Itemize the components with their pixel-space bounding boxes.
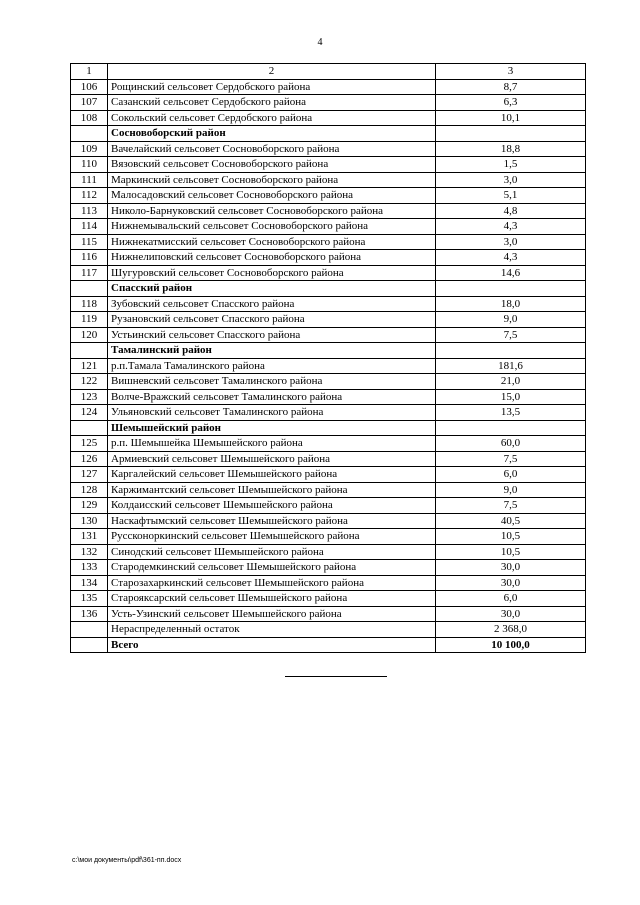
- allocation-table: [70, 63, 586, 653]
- header-col-3: 3: [436, 64, 586, 80]
- row-number: 112: [71, 188, 108, 204]
- row-name: Каржимантский сельсовет Шемышейского района: [108, 482, 436, 498]
- row-name: Ульяновский сельсовет Тамалинского района: [108, 405, 436, 421]
- table-row: [71, 606, 586, 622]
- row-name: Нижнемывальский сельсовет Сосновоборского района: [108, 219, 436, 235]
- row-name: Синодский сельсовет Шемышейского района: [108, 544, 436, 560]
- row-name: Сазанский сельсовет Сердобского района: [108, 95, 436, 111]
- row-value: 10,1: [436, 110, 586, 126]
- row-number: 110: [71, 157, 108, 173]
- row-number: 109: [71, 141, 108, 157]
- row-number: 106: [71, 79, 108, 95]
- row-value: 40,5: [436, 513, 586, 529]
- table-row: [71, 358, 586, 374]
- end-rule: [285, 676, 387, 677]
- section-row: [71, 420, 586, 436]
- row-number: 133: [71, 560, 108, 576]
- row-number: 134: [71, 575, 108, 591]
- row-name: Колдаисский сельсовет Шемышейского района: [108, 498, 436, 514]
- table-row: [71, 79, 586, 95]
- row-name: Вишневский сельсовет Тамалинского района: [108, 374, 436, 390]
- table-row: [71, 110, 586, 126]
- row-number: 131: [71, 529, 108, 545]
- row-name: Старояксарский сельсовет Шемышейского района: [108, 591, 436, 607]
- row-value: 4,3: [436, 250, 586, 266]
- row-number: [71, 126, 108, 142]
- row-name: Армиевский сельсовет Шемышейского района: [108, 451, 436, 467]
- row-name: р.п. Шемышейка Шемышейского района: [108, 436, 436, 452]
- row-name: Вачелайский сельсовет Сосновоборского района: [108, 141, 436, 157]
- row-value: 2 368,0: [436, 622, 586, 638]
- table-row: [71, 436, 586, 452]
- row-value: 30,0: [436, 560, 586, 576]
- row-name: Шугуровский сельсовет Сосновоборского района: [108, 265, 436, 281]
- row-value: 6,0: [436, 591, 586, 607]
- row-name: Николо-Барнуковский сельсовет Сосновоборского района: [108, 203, 436, 219]
- table-row: [71, 265, 586, 281]
- table-row: [71, 405, 586, 421]
- row-name: Маркинский сельсовет Сосновоборского района: [108, 172, 436, 188]
- row-value: 7,5: [436, 327, 586, 343]
- row-value: 5,1: [436, 188, 586, 204]
- row-name: Всего: [108, 637, 436, 653]
- row-value: 181,6: [436, 358, 586, 374]
- row-name: Сокольский сельсовет Сердобского района: [108, 110, 436, 126]
- row-name: Устьинский сельсовет Спасского района: [108, 327, 436, 343]
- section-row: [71, 343, 586, 359]
- row-value: 6,0: [436, 467, 586, 483]
- row-name: Стародемкинский сельсовет Шемышейского района: [108, 560, 436, 576]
- table-row: [71, 529, 586, 545]
- row-name: Рузановский сельсовет Спасского района: [108, 312, 436, 328]
- row-value: 7,5: [436, 498, 586, 514]
- section-title: Тамалинский район: [108, 343, 436, 359]
- table-row: [71, 575, 586, 591]
- table-row: [71, 234, 586, 250]
- row-number: 114: [71, 219, 108, 235]
- row-number: 129: [71, 498, 108, 514]
- row-number: 122: [71, 374, 108, 390]
- row-number: 116: [71, 250, 108, 266]
- section-title: Сосновоборский район: [108, 126, 436, 142]
- section-title: Спасский район: [108, 281, 436, 297]
- row-number: 111: [71, 172, 108, 188]
- row-value: 60,0: [436, 436, 586, 452]
- table-row: [71, 513, 586, 529]
- table-row: [71, 95, 586, 111]
- row-value: 10 100,0: [436, 637, 586, 653]
- row-number: 136: [71, 606, 108, 622]
- table-row: [71, 544, 586, 560]
- row-number: 108: [71, 110, 108, 126]
- table-row: [71, 560, 586, 576]
- row-value: 21,0: [436, 374, 586, 390]
- row-number: [71, 420, 108, 436]
- row-name: Руссконоркинский сельсовет Шемышейского района: [108, 529, 436, 545]
- table-body: [71, 64, 586, 653]
- row-number: [71, 637, 108, 653]
- row-number: 135: [71, 591, 108, 607]
- row-value: 18,8: [436, 141, 586, 157]
- table-row: [71, 591, 586, 607]
- row-name: р.п.Тамала Тамалинского района: [108, 358, 436, 374]
- row-value: [436, 420, 586, 436]
- table-row: [71, 312, 586, 328]
- row-number: 115: [71, 234, 108, 250]
- section-row: [71, 281, 586, 297]
- file-path-footer: c:\мои документы\pdf\361-пп.docx: [72, 857, 182, 864]
- row-name: Нижнелиповский сельсовет Сосновоборского района: [108, 250, 436, 266]
- row-value: 9,0: [436, 482, 586, 498]
- row-value: 4,8: [436, 203, 586, 219]
- row-number: 113: [71, 203, 108, 219]
- row-number: 121: [71, 358, 108, 374]
- table-row: [71, 250, 586, 266]
- row-name: Усть-Узинский сельсовет Шемышейского района: [108, 606, 436, 622]
- table-row: [71, 188, 586, 204]
- table-row: [71, 498, 586, 514]
- section-title: Шемышейский район: [108, 420, 436, 436]
- row-number: 126: [71, 451, 108, 467]
- row-number: 118: [71, 296, 108, 312]
- row-name: Малосадовский сельсовет Сосновоборского района: [108, 188, 436, 204]
- row-value: 3,0: [436, 172, 586, 188]
- table-row: [71, 622, 586, 638]
- table-row: [71, 389, 586, 405]
- row-value: 7,5: [436, 451, 586, 467]
- row-number: 119: [71, 312, 108, 328]
- row-value: 4,3: [436, 219, 586, 235]
- table-row: [71, 157, 586, 173]
- row-name: Старозахаркинский сельсовет Шемышейского района: [108, 575, 436, 591]
- table-row: [71, 203, 586, 219]
- row-number: 117: [71, 265, 108, 281]
- row-name: Волче-Вражский сельсовет Тамалинского района: [108, 389, 436, 405]
- row-value: 30,0: [436, 606, 586, 622]
- row-value: 13,5: [436, 405, 586, 421]
- page-number: 4: [317, 37, 323, 48]
- row-number: 124: [71, 405, 108, 421]
- row-number: 128: [71, 482, 108, 498]
- table-row: [71, 374, 586, 390]
- row-number: 123: [71, 389, 108, 405]
- row-number: [71, 343, 108, 359]
- row-name: Нераспределенный остаток: [108, 622, 436, 638]
- table-row: [71, 296, 586, 312]
- table-row: [71, 451, 586, 467]
- row-number: 107: [71, 95, 108, 111]
- row-number: [71, 281, 108, 297]
- row-name: Нижнекатмисский сельсовет Сосновоборского района: [108, 234, 436, 250]
- row-value: 10,5: [436, 544, 586, 560]
- row-value: 10,5: [436, 529, 586, 545]
- table-row: [71, 172, 586, 188]
- row-number: 125: [71, 436, 108, 452]
- row-name: Зубовский сельсовет Спасского района: [108, 296, 436, 312]
- table-row: [71, 327, 586, 343]
- row-number: 120: [71, 327, 108, 343]
- row-value: 8,7: [436, 79, 586, 95]
- header-col-1: 1: [71, 64, 108, 80]
- row-value: 15,0: [436, 389, 586, 405]
- row-name: Вязовский сельсовет Сосновоборского района: [108, 157, 436, 173]
- row-value: 6,3: [436, 95, 586, 111]
- row-number: 132: [71, 544, 108, 560]
- total-row: [71, 637, 586, 653]
- row-value: 30,0: [436, 575, 586, 591]
- row-value: 18,0: [436, 296, 586, 312]
- row-name: Каргалейский сельсовет Шемышейского района: [108, 467, 436, 483]
- header-col-2: 2: [108, 64, 436, 80]
- row-name: Рощинский сельсовет Сердобского района: [108, 79, 436, 95]
- table-header-row: [71, 64, 586, 80]
- row-value: 14,6: [436, 265, 586, 281]
- table-row: [71, 467, 586, 483]
- row-value: [436, 343, 586, 359]
- row-value: 9,0: [436, 312, 586, 328]
- row-number: 130: [71, 513, 108, 529]
- row-value: 1,5: [436, 157, 586, 173]
- row-value: [436, 126, 586, 142]
- row-number: [71, 622, 108, 638]
- row-value: 3,0: [436, 234, 586, 250]
- section-row: [71, 126, 586, 142]
- row-value: [436, 281, 586, 297]
- row-number: 127: [71, 467, 108, 483]
- table-row: [71, 141, 586, 157]
- row-name: Наскафтымский сельсовет Шемышейского района: [108, 513, 436, 529]
- table-row: [71, 482, 586, 498]
- table-row: [71, 219, 586, 235]
